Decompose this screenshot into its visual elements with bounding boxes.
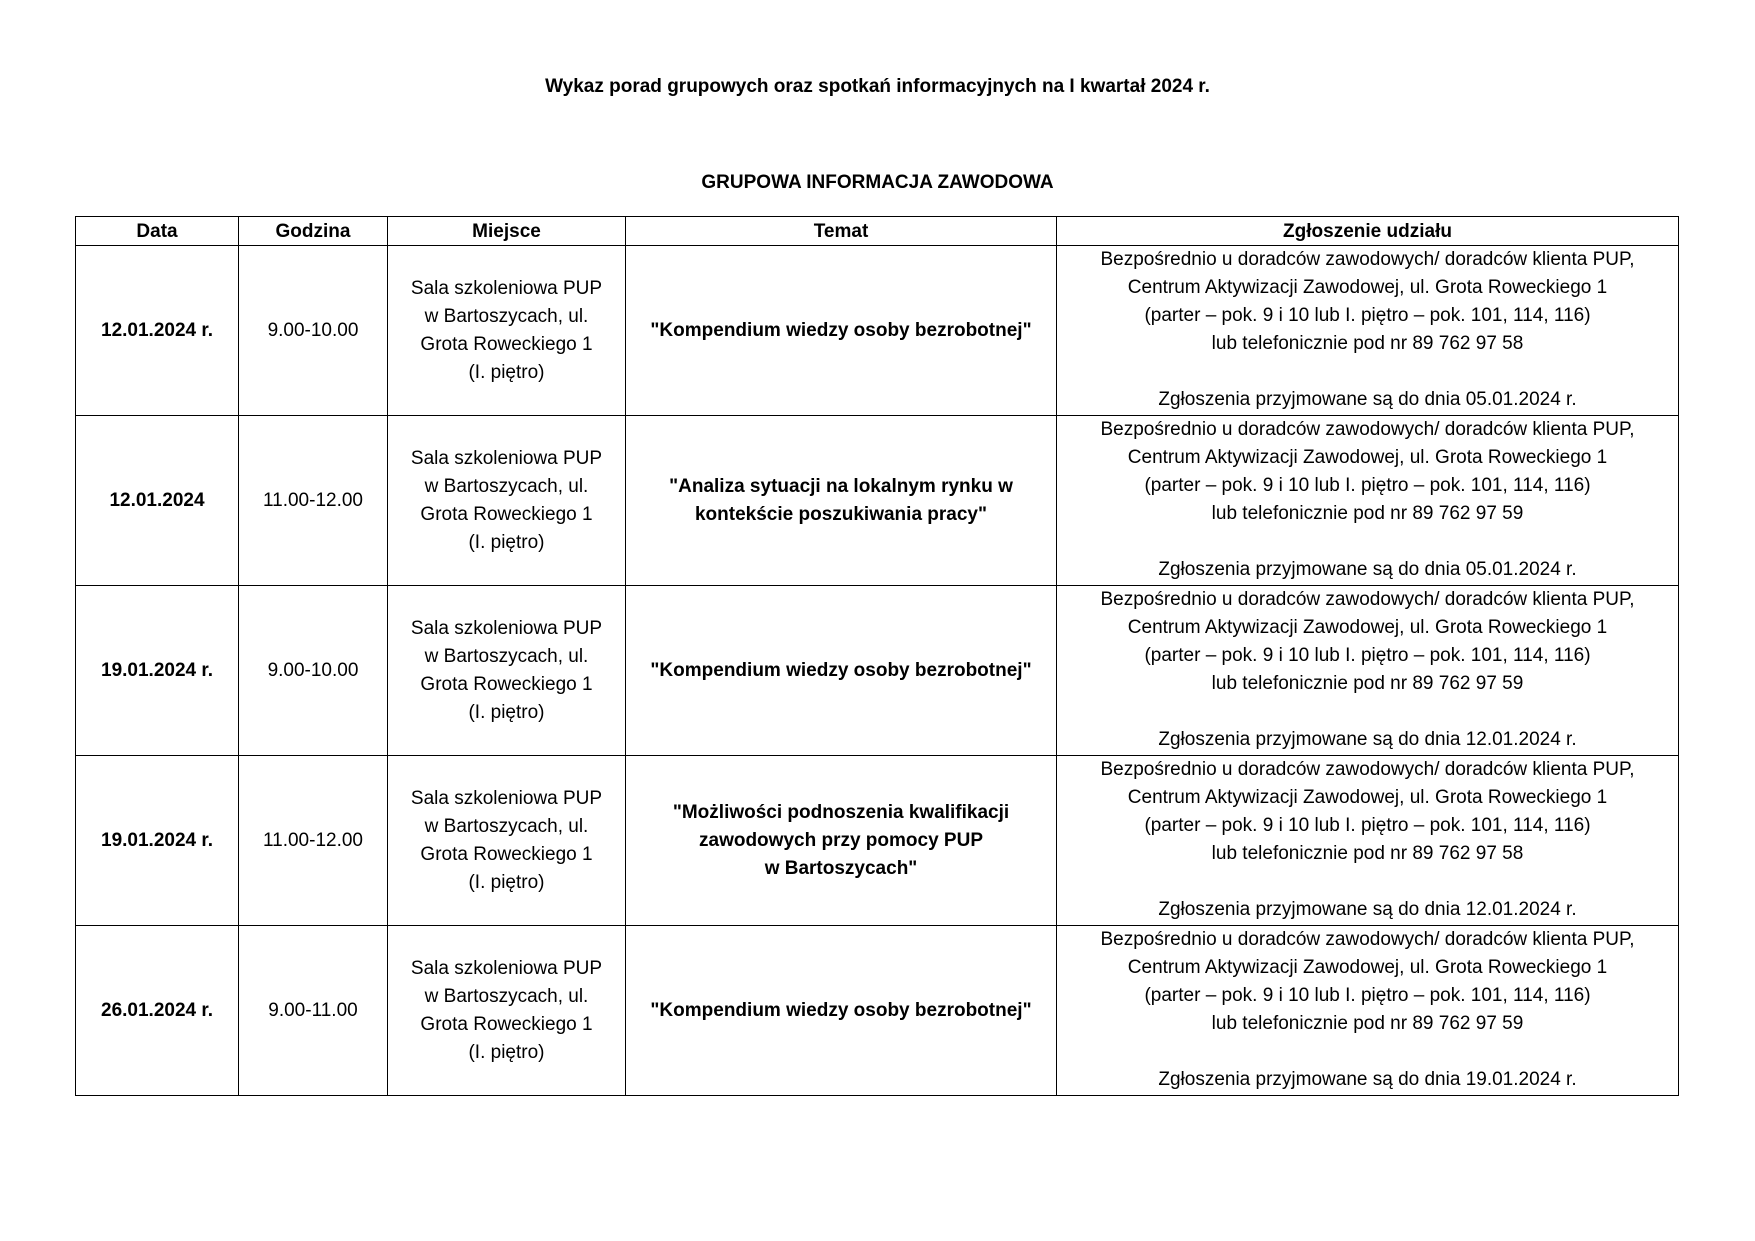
place-line: Sala szkoleniowa PUP	[410, 617, 603, 639]
spacer	[1061, 698, 1674, 726]
signup-line: Centrum Aktywizacji Zawodowej, ul. Grota Roweckiego 1	[1127, 957, 1608, 978]
signup-line: Centrum Aktywizacji Zawodowej, ul. Grota Roweckiego 1	[1127, 277, 1608, 298]
topic-line: kontekście poszukiwania pracy"	[694, 503, 987, 525]
signup-cell	[1057, 926, 1679, 1096]
topic-line: "Kompendium wiedzy osoby bezrobotnej"	[650, 999, 1032, 1021]
signup-line: Bezpośrednio u doradców zawodowych/ doradców klienta PUP,	[1100, 589, 1635, 610]
time-cell: 11.00-12.00	[239, 416, 388, 586]
signup-line: Bezpośrednio u doradców zawodowych/ doradców klienta PUP,	[1100, 419, 1635, 440]
deadline-line: Zgłoszenia przyjmowane są do dnia 05.01.2024 r.	[1158, 389, 1577, 410]
topic-cell	[626, 416, 1057, 586]
topic-line: "Kompendium wiedzy osoby bezrobotnej"	[650, 319, 1032, 341]
place-cell	[388, 416, 626, 586]
topic-cell	[626, 756, 1057, 926]
place-line: w Bartoszycach, ul.	[424, 645, 589, 667]
place-cell	[388, 926, 626, 1096]
signup-line: Centrum Aktywizacji Zawodowej, ul. Grota Roweckiego 1	[1127, 787, 1608, 808]
table-body	[76, 246, 1679, 1096]
time-cell: 9.00-11.00	[239, 926, 388, 1096]
signup-line: (parter – pok. 9 i 10 lub I. piętro – pok. 101, 114, 116)	[1144, 475, 1591, 496]
topic-line: "Analiza sytuacji na lokalnym rynku w	[669, 475, 1013, 497]
place-cell	[388, 756, 626, 926]
time-cell: 9.00-10.00	[239, 586, 388, 756]
signup-line: Bezpośrednio u doradców zawodowych/ doradców klienta PUP,	[1100, 929, 1635, 950]
place-line: (I. piętro)	[468, 531, 545, 553]
signup-line: (parter – pok. 9 i 10 lub I. piętro – pok. 101, 114, 116)	[1144, 815, 1591, 836]
deadline-line: Zgłoszenia przyjmowane są do dnia 19.01.2024 r.	[1158, 1069, 1577, 1090]
schedule-table	[75, 216, 1679, 1096]
header-temat: Temat	[626, 217, 1057, 246]
signup-line: (parter – pok. 9 i 10 lub I. piętro – pok. 101, 114, 116)	[1144, 645, 1591, 666]
date-cell: 12.01.2024	[76, 416, 239, 586]
signup-cell	[1057, 586, 1679, 756]
topic-cell	[626, 246, 1057, 416]
signup-line: lub telefonicznie pod nr 89 762 97 58	[1211, 333, 1524, 354]
place-line: w Bartoszycach, ul.	[424, 305, 589, 327]
signup-line: Centrum Aktywizacji Zawodowej, ul. Grota Roweckiego 1	[1127, 447, 1608, 468]
signup-cell	[1057, 756, 1679, 926]
signup-line: lub telefonicznie pod nr 89 762 97 59	[1211, 503, 1524, 524]
date-cell: 12.01.2024 r.	[76, 246, 239, 416]
table-row	[76, 246, 1679, 416]
date-cell: 26.01.2024 r.	[76, 926, 239, 1096]
topic-line: w Bartoszycach"	[764, 857, 918, 879]
place-line: (I. piętro)	[468, 1041, 545, 1063]
topic-line: "Kompendium wiedzy osoby bezrobotnej"	[650, 659, 1032, 681]
place-cell	[388, 246, 626, 416]
topic-line: zawodowych przy pomocy PUP	[699, 829, 983, 851]
deadline-line: Zgłoszenia przyjmowane są do dnia 12.01.2024 r.	[1158, 729, 1577, 750]
topic-cell	[626, 586, 1057, 756]
table-header-row	[76, 217, 1679, 246]
place-line: Sala szkoleniowa PUP	[410, 787, 603, 809]
topic-line: "Możliwości podnoszenia kwalifikacji	[672, 801, 1010, 823]
deadline-line: Zgłoszenia przyjmowane są do dnia 05.01.2024 r.	[1158, 559, 1577, 580]
signup-line: (parter – pok. 9 i 10 lub I. piętro – pok. 101, 114, 116)	[1144, 985, 1591, 1006]
signup-line: lub telefonicznie pod nr 89 762 97 58	[1211, 843, 1524, 864]
date-cell: 19.01.2024 r.	[76, 586, 239, 756]
table-row	[76, 756, 1679, 926]
header-miejsce: Miejsce	[388, 217, 626, 246]
document-title: Wykaz porad grupowych oraz spotkań informacyjnych na I kwartał 2024 r.	[545, 76, 1210, 97]
spacer	[1061, 358, 1674, 386]
place-line: Grota Roweckiego 1	[420, 843, 593, 865]
signup-cell	[1057, 246, 1679, 416]
signup-line: Centrum Aktywizacji Zawodowej, ul. Grota Roweckiego 1	[1127, 617, 1608, 638]
place-line: w Bartoszycach, ul.	[424, 815, 589, 837]
spacer	[1061, 528, 1674, 556]
place-line: w Bartoszycach, ul.	[424, 985, 589, 1007]
topic-cell	[626, 926, 1057, 1096]
spacer	[1061, 868, 1674, 896]
place-line: Grota Roweckiego 1	[420, 673, 593, 695]
header-godzina: Godzina	[239, 217, 388, 246]
place-line: Sala szkoleniowa PUP	[410, 277, 603, 299]
section-title: GRUPOWA INFORMACJA ZAWODOWA	[701, 172, 1054, 193]
signup-line: lub telefonicznie pod nr 89 762 97 59	[1211, 673, 1524, 694]
signup-line: lub telefonicznie pod nr 89 762 97 59	[1211, 1013, 1524, 1034]
place-line: Sala szkoleniowa PUP	[410, 957, 603, 979]
time-cell: 11.00-12.00	[239, 756, 388, 926]
signup-line: Bezpośrednio u doradców zawodowych/ doradców klienta PUP,	[1100, 759, 1635, 780]
date-cell: 19.01.2024 r.	[76, 756, 239, 926]
place-line: Grota Roweckiego 1	[420, 1013, 593, 1035]
place-line: Grota Roweckiego 1	[420, 333, 593, 355]
deadline-line: Zgłoszenia przyjmowane są do dnia 12.01.2024 r.	[1158, 899, 1577, 920]
header-data: Data	[76, 217, 239, 246]
table-row	[76, 416, 1679, 586]
place-line: Sala szkoleniowa PUP	[410, 447, 603, 469]
table-row	[76, 926, 1679, 1096]
place-line: Grota Roweckiego 1	[420, 503, 593, 525]
header-zgloszenie: Zgłoszenie udziału	[1057, 217, 1679, 246]
signup-cell	[1057, 416, 1679, 586]
place-line: (I. piętro)	[468, 701, 545, 723]
place-line: (I. piętro)	[468, 871, 545, 893]
table-row	[76, 586, 1679, 756]
signup-line: (parter – pok. 9 i 10 lub I. piętro – pok. 101, 114, 116)	[1144, 305, 1591, 326]
place-cell	[388, 586, 626, 756]
time-cell: 9.00-10.00	[239, 246, 388, 416]
spacer	[1061, 1038, 1674, 1066]
place-line: (I. piętro)	[468, 361, 545, 383]
place-line: w Bartoszycach, ul.	[424, 475, 589, 497]
signup-line: Bezpośrednio u doradców zawodowych/ doradców klienta PUP,	[1100, 249, 1635, 270]
